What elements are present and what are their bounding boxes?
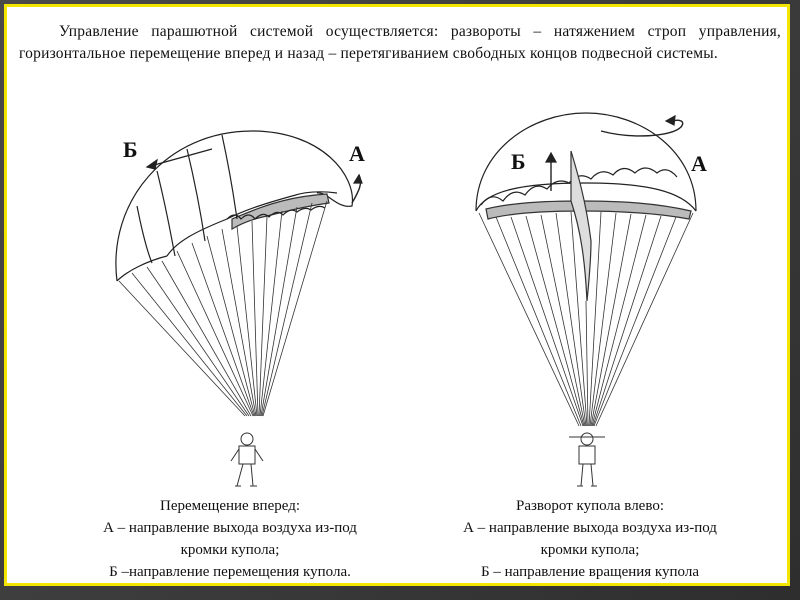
left-caption-title: Перемещение вперед: — [160, 498, 300, 514]
left-parachute-drawing — [7, 91, 387, 491]
left-label-b: Б — [123, 137, 138, 162]
left-caption-a-line1: А – направление выхода воздуха из-под — [103, 520, 357, 536]
right-label-b: Б — [511, 149, 526, 174]
right-caption — [405, 495, 775, 583]
right-caption-title: Разворот купола влево: — [516, 498, 664, 514]
right-parachute-figure — [391, 91, 771, 491]
left-caption-b-line: Б –направление перемещения купола. — [109, 564, 351, 580]
right-caption-a-line2: кромки купола; — [540, 542, 640, 558]
right-canopy-outline — [476, 113, 696, 211]
slide — [4, 4, 790, 586]
left-label-a: А — [349, 141, 365, 166]
right-caption-b-line: Б – направление вращения купола — [481, 564, 699, 580]
left-canopy-outline — [116, 131, 353, 281]
right-caption-a-line1: А – направление выхода воздуха из-под — [463, 520, 717, 536]
left-caption — [45, 495, 415, 583]
left-caption-a-line2: кромки купола; — [180, 542, 280, 558]
right-paratrooper — [569, 433, 605, 486]
left-parachute-figure — [7, 91, 387, 491]
right-parachute-drawing — [391, 91, 771, 491]
intro-paragraph: Управление парашютной системой осуществляется: развороты – натяжением строп управления, горизонтальное перемещение вперед и назад – перетягиванием свободных концов подвесной системы. — [19, 23, 781, 62]
left-paratrooper — [231, 433, 263, 486]
right-label-a: А — [691, 151, 707, 176]
